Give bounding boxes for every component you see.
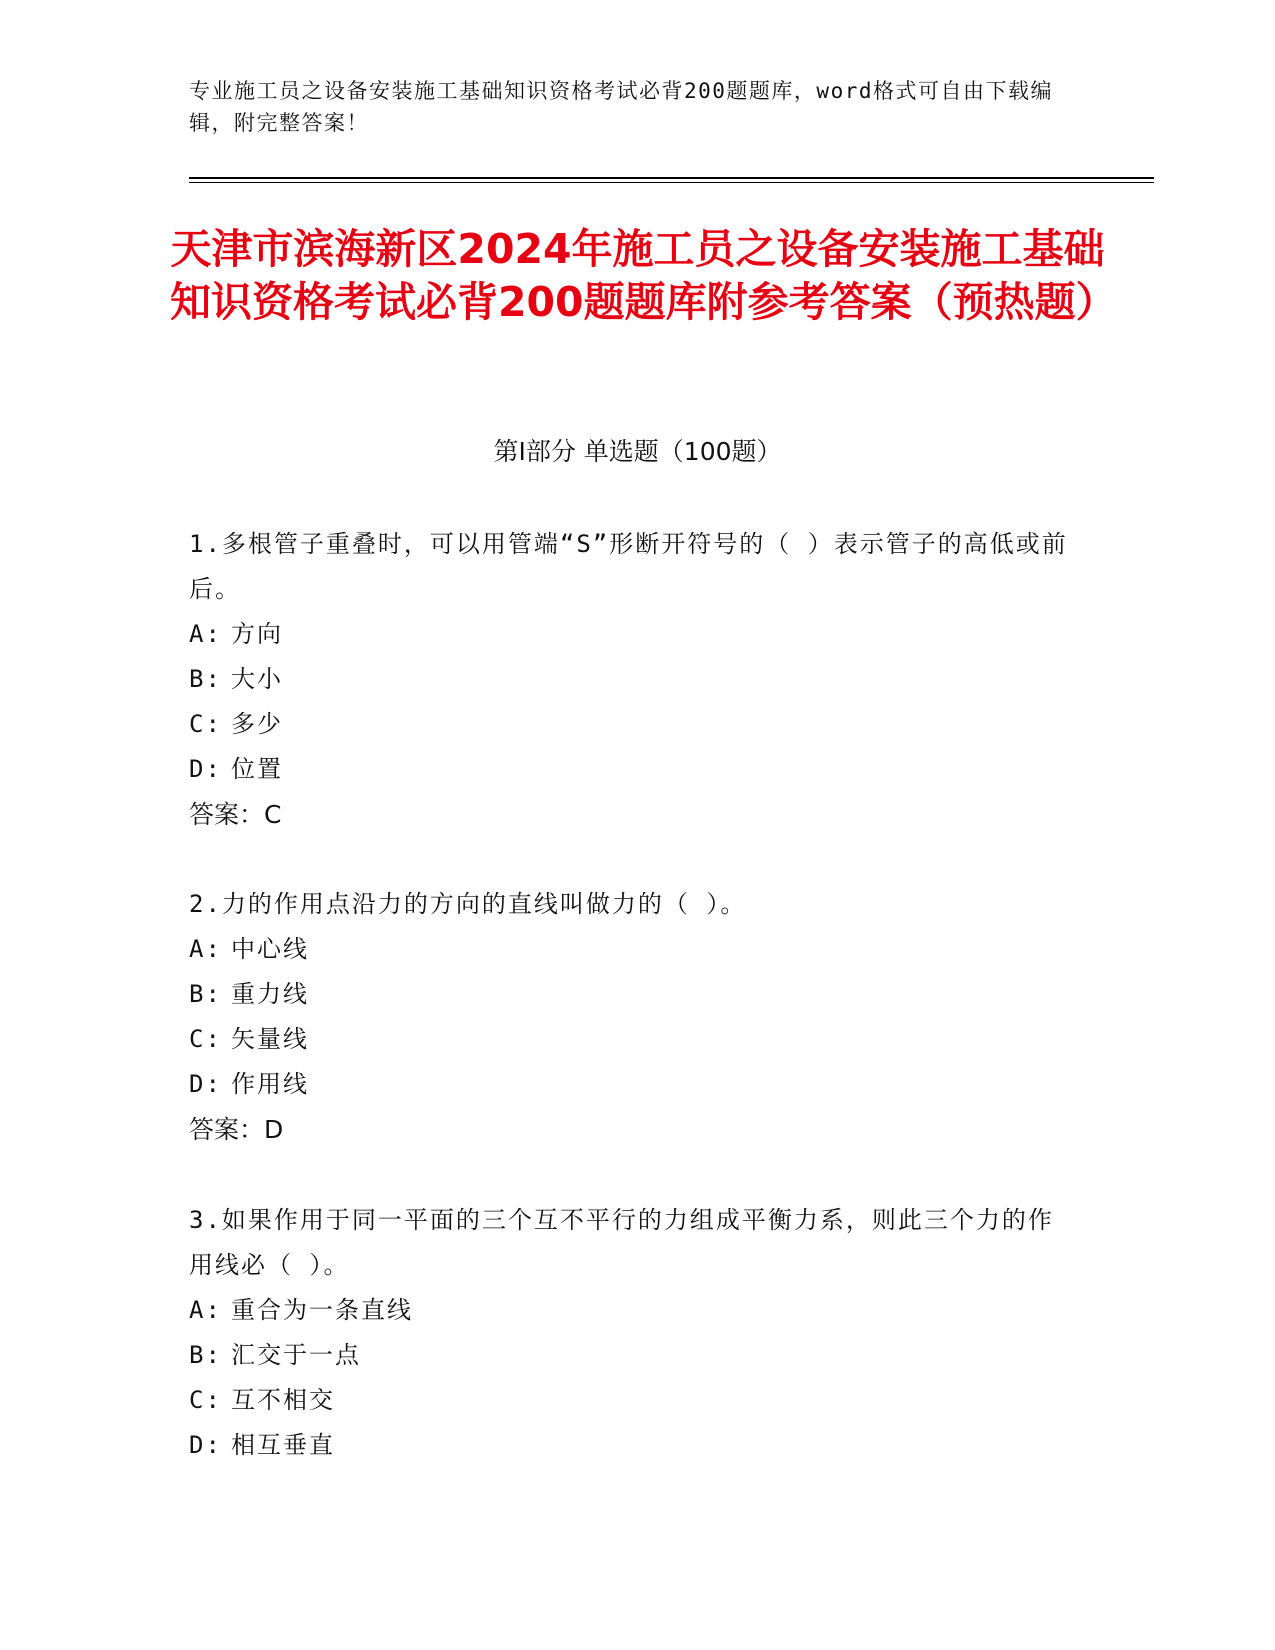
option-d — [189, 1423, 1069, 1468]
question-stem: 1.多根管子重叠时，可以用管端“S”形断开符号的（ ）表示管子的高低或前后。 — [189, 530, 1068, 603]
option-letter: A: — [189, 1296, 222, 1324]
answer-line: 答案：C — [189, 800, 282, 829]
option-c — [189, 1017, 1069, 1062]
header-note: 专业施工员之设备安装施工基础知识资格考试必背200题题库，word格式可自由下载编辑，附完整答案！ — [189, 79, 1053, 135]
option-text: 重合为一条直线 — [231, 1296, 413, 1324]
option-letter: A: — [189, 620, 222, 648]
answer-line: 答案：D — [189, 1115, 284, 1144]
question-stem: 2.力的作用点沿力的方向的直线叫做力的（ ）。 — [189, 890, 747, 918]
question-2 — [189, 882, 1069, 1152]
document-title: 天津市滨海新区2024年施工员之设备安装施工基础知识资格考试必背200题题库附参考答案（预热题） — [170, 225, 1117, 326]
option-letter: D: — [189, 1431, 222, 1459]
option-a — [189, 1288, 1069, 1333]
option-letter: C: — [189, 1025, 222, 1053]
option-letter: B: — [189, 1341, 222, 1369]
question-1 — [189, 522, 1069, 837]
question-stem: 3.如果作用于同一平面的三个互不平行的力组成平衡力系，则此三个力的作用线必（ ）。 — [189, 1206, 1054, 1279]
option-text: 汇交于一点 — [231, 1341, 361, 1369]
option-letter: B: — [189, 665, 222, 693]
option-text: 重力线 — [231, 980, 309, 1008]
option-text: 相互垂直 — [231, 1431, 335, 1459]
option-b — [189, 1333, 1069, 1378]
option-c — [189, 702, 1069, 747]
option-a — [189, 612, 1069, 657]
header-divider-thin — [189, 182, 1154, 183]
option-d — [189, 1062, 1069, 1107]
option-text: 多少 — [231, 710, 283, 738]
option-letter: A: — [189, 935, 222, 963]
option-b — [189, 657, 1069, 702]
option-text: 作用线 — [231, 1070, 309, 1098]
option-letter: C: — [189, 710, 222, 738]
option-text: 互不相交 — [231, 1386, 335, 1414]
header-divider-thick — [189, 177, 1154, 179]
option-a — [189, 927, 1069, 972]
option-d — [189, 747, 1069, 792]
option-letter: B: — [189, 980, 222, 1008]
section-heading: 第Ⅰ部分 单选题（100题） — [493, 437, 782, 466]
option-text: 位置 — [231, 755, 283, 783]
question-3 — [189, 1198, 1069, 1468]
option-text: 矢量线 — [231, 1025, 309, 1053]
option-letter: D: — [189, 1070, 222, 1098]
option-text: 方向 — [231, 620, 283, 648]
option-letter: D: — [189, 755, 222, 783]
option-b — [189, 972, 1069, 1017]
option-text: 中心线 — [231, 935, 309, 963]
option-letter: C: — [189, 1386, 222, 1414]
option-text: 大小 — [231, 665, 283, 693]
option-c — [189, 1378, 1069, 1423]
